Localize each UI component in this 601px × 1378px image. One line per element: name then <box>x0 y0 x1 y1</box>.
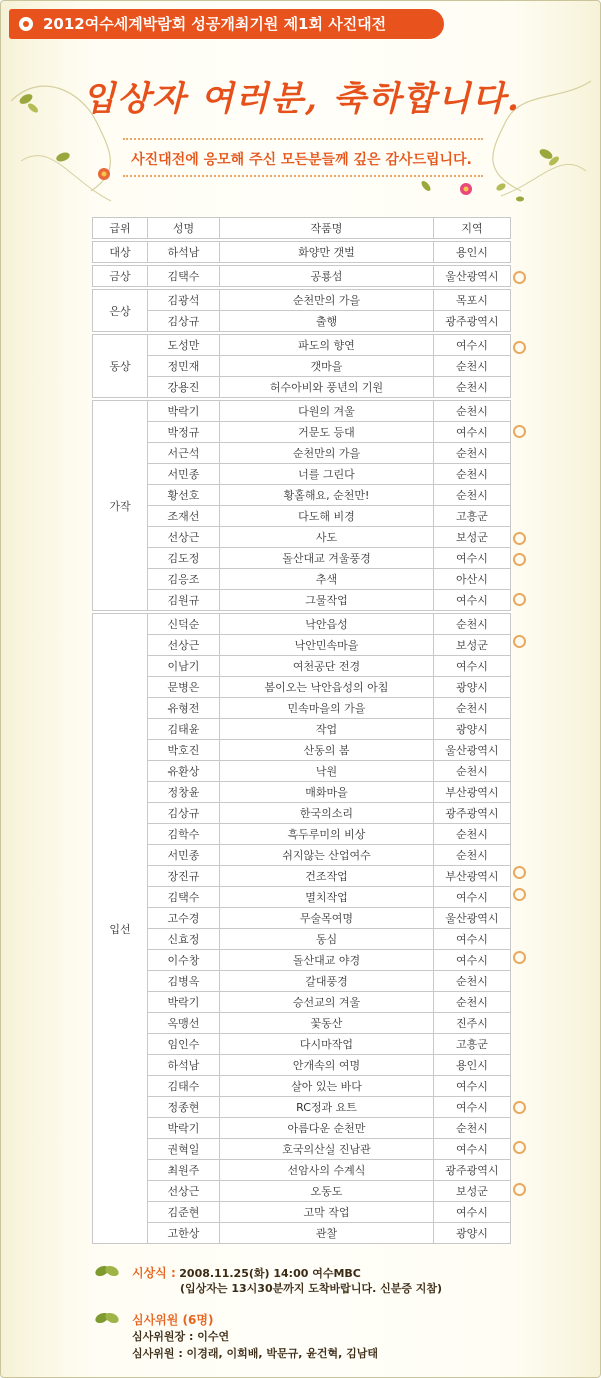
region: 순천시 <box>434 824 511 845</box>
work-title: 순천만의 가을 <box>220 443 434 464</box>
region: 순천시 <box>434 377 511 398</box>
table-row <box>93 656 511 677</box>
winner-name: 서민종 <box>148 845 220 866</box>
work-title: 여천공단 전경 <box>220 656 434 677</box>
work-title: 파도의 향연 <box>220 335 434 356</box>
thanks-subtitle: 사진대전에 응모해 주신 모든분들께 깊은 감사드립니다. <box>131 152 472 168</box>
work-title: 화양만 갯벌 <box>220 242 434 263</box>
table-row <box>93 266 511 287</box>
work-title: RC정과 요트 <box>220 1097 434 1118</box>
region: 순천시 <box>434 443 511 464</box>
region: 광주광역시 <box>434 1160 511 1181</box>
work-title: 관찰 <box>220 1223 434 1244</box>
table-row <box>93 527 511 548</box>
circle-mark-icon <box>511 886 528 903</box>
winner-name: 정종현 <box>148 1097 220 1118</box>
winner-name: 신덕순 <box>148 614 220 635</box>
table-row <box>93 971 511 992</box>
region: 여수시 <box>434 1139 511 1160</box>
work-title: 낙원 <box>220 761 434 782</box>
region: 여수시 <box>434 656 511 677</box>
region: 여수시 <box>434 1202 511 1223</box>
table-row <box>93 1055 511 1076</box>
work-title: 허수아비와 풍년의 기원 <box>220 377 434 398</box>
table-row <box>93 719 511 740</box>
winner-name: 김택수 <box>148 887 220 908</box>
winner-name: 조재선 <box>148 506 220 527</box>
winner-name: 옥맹선 <box>148 1013 220 1034</box>
work-title: 건조작업 <box>220 866 434 887</box>
table-row <box>93 569 511 590</box>
winner-name: 고한상 <box>148 1223 220 1244</box>
winner-name: 김상규 <box>148 803 220 824</box>
judges-label-line <box>132 1311 213 1328</box>
work-title: 출행 <box>220 311 434 332</box>
table-row <box>93 443 511 464</box>
work-title: 추색 <box>220 569 434 590</box>
work-title: 안개속의 여명 <box>220 1055 434 1076</box>
region: 순천시 <box>434 356 511 377</box>
winner-name: 서근석 <box>148 443 220 464</box>
work-title: 꽃동산 <box>220 1013 434 1034</box>
table-row <box>93 698 511 719</box>
region: 보성군 <box>434 1181 511 1202</box>
table-row <box>93 635 511 656</box>
table-row <box>93 401 511 422</box>
table-row <box>93 803 511 824</box>
region: 광주광역시 <box>434 803 511 824</box>
winner-name: 서민종 <box>148 464 220 485</box>
work-title: 흑두루미의 비상 <box>220 824 434 845</box>
region: 부산광역시 <box>434 782 511 803</box>
work-title: 황홀해요, 순천만! <box>220 485 434 506</box>
table-row <box>93 614 511 635</box>
region: 순천시 <box>434 698 511 719</box>
region: 여수시 <box>434 335 511 356</box>
winner-name: 김광석 <box>148 290 220 311</box>
table-row <box>93 311 511 332</box>
winner-name: 선상근 <box>148 635 220 656</box>
region: 여수시 <box>434 422 511 443</box>
work-title: 사도 <box>220 527 434 548</box>
work-title: 멸치작업 <box>220 887 434 908</box>
work-title: 작업 <box>220 719 434 740</box>
region: 부산광역시 <box>434 866 511 887</box>
table-row <box>93 1034 511 1055</box>
region: 순천시 <box>434 992 511 1013</box>
work-title: 선암사의 수계식 <box>220 1160 434 1181</box>
judges-label: 심사위원 (6명) <box>132 1313 214 1327</box>
circle-mark-icon <box>511 864 528 881</box>
region: 순천시 <box>434 401 511 422</box>
winner-name: 유환상 <box>148 761 220 782</box>
table-row <box>93 908 511 929</box>
winner-name: 김태수 <box>148 1076 220 1097</box>
circle-mark-icon <box>511 1099 528 1116</box>
winner-name: 고수경 <box>148 908 220 929</box>
table-row <box>93 1223 511 1244</box>
winner-name: 이수창 <box>148 950 220 971</box>
table-row <box>93 845 511 866</box>
region: 여수시 <box>434 929 511 950</box>
winner-name: 최원주 <box>148 1160 220 1181</box>
divider-bottom <box>123 175 483 177</box>
work-title: 고막 작업 <box>220 1202 434 1223</box>
leaf-bullet-icon <box>94 1263 120 1279</box>
work-title: 승선교의 겨울 <box>220 992 434 1013</box>
table-row <box>93 590 511 611</box>
winner-name: 이남기 <box>148 656 220 677</box>
winner-name: 정창윤 <box>148 782 220 803</box>
region: 울산광역시 <box>434 266 511 287</box>
work-title: 돌산대교 겨울풍경 <box>220 548 434 569</box>
table-row <box>93 377 511 398</box>
winner-name: 도성만 <box>148 335 220 356</box>
winner-name: 박호진 <box>148 740 220 761</box>
region: 여수시 <box>434 590 511 611</box>
page-title: 2012여수세계박람회 성공개최기원 제1회 사진대전 <box>43 15 387 33</box>
work-title: 무술목여명 <box>220 908 434 929</box>
table-row <box>93 866 511 887</box>
work-title: 호국의산실 진남관 <box>220 1139 434 1160</box>
work-title: 매화마을 <box>220 782 434 803</box>
work-title: 산동의 봄 <box>220 740 434 761</box>
circle-mark-icon <box>511 1139 528 1156</box>
work-title: 다원의 겨울 <box>220 401 434 422</box>
table-row <box>93 548 511 569</box>
table-row <box>93 506 511 527</box>
work-title: 민속마을의 가을 <box>220 698 434 719</box>
winners-table <box>92 217 511 1244</box>
table-row <box>93 1202 511 1223</box>
winner-name: 박정규 <box>148 422 220 443</box>
winner-name: 장진규 <box>148 866 220 887</box>
circle-mark-icon <box>511 633 528 650</box>
circle-mark-icon <box>511 269 528 286</box>
grade-cell: 가작 <box>93 401 148 611</box>
grade-cell: 동상 <box>93 335 148 398</box>
work-title: 한국의소리 <box>220 803 434 824</box>
circle-mark-icon <box>511 1181 528 1198</box>
winner-name: 김응조 <box>148 569 220 590</box>
table-row <box>93 356 511 377</box>
ceremony-label: 시상식 : <box>132 1266 176 1280</box>
winner-name: 신효정 <box>148 929 220 950</box>
region: 순천시 <box>434 845 511 866</box>
work-title: 아름다운 순천만 <box>220 1118 434 1139</box>
winner-name: 선상근 <box>148 1181 220 1202</box>
table-row <box>93 290 511 311</box>
leaf-bullet-icon <box>94 1310 120 1326</box>
winner-name: 유형전 <box>148 698 220 719</box>
ceremony-datetime: 2008.11.25(화) 14:00 여수MBC <box>179 1267 361 1280</box>
winner-name: 정민재 <box>148 356 220 377</box>
divider-top <box>123 138 483 140</box>
region: 용인시 <box>434 242 511 263</box>
region: 광양시 <box>434 719 511 740</box>
winner-name: 권혁일 <box>148 1139 220 1160</box>
winner-name: 박락기 <box>148 992 220 1013</box>
winner-name: 박락기 <box>148 1118 220 1139</box>
table-row <box>93 422 511 443</box>
column-header: 급위 <box>93 218 148 239</box>
work-title: 갈대풍경 <box>220 971 434 992</box>
circle-mark-icon <box>511 591 528 608</box>
circle-mark-icon <box>511 949 528 966</box>
table-row <box>93 1076 511 1097</box>
region: 순천시 <box>434 614 511 635</box>
region: 순천시 <box>434 761 511 782</box>
table-row <box>93 242 511 263</box>
winner-name: 김학수 <box>148 824 220 845</box>
grade-cell: 입선 <box>93 614 148 1244</box>
winner-name: 임인수 <box>148 1034 220 1055</box>
region: 순천시 <box>434 485 511 506</box>
region: 광양시 <box>434 677 511 698</box>
region: 여수시 <box>434 950 511 971</box>
region: 여수시 <box>434 1097 511 1118</box>
table-row <box>93 1160 511 1181</box>
region: 순천시 <box>434 971 511 992</box>
work-title: 낙안민속마을 <box>220 635 434 656</box>
region: 보성군 <box>434 527 511 548</box>
column-header: 지역 <box>434 218 511 239</box>
table-row <box>93 1139 511 1160</box>
table-row <box>93 950 511 971</box>
work-title: 돌산대교 야경 <box>220 950 434 971</box>
table-row <box>93 992 511 1013</box>
winner-name: 황선호 <box>148 485 220 506</box>
region: 진주시 <box>434 1013 511 1034</box>
region: 울산광역시 <box>434 908 511 929</box>
winner-name: 김원규 <box>148 590 220 611</box>
circle-mark-icon <box>511 339 528 356</box>
table-row <box>93 464 511 485</box>
work-title: 다시마작업 <box>220 1034 434 1055</box>
grade-cell: 대상 <box>93 242 148 263</box>
ceremony-line <box>132 1264 361 1281</box>
work-title: 갯마을 <box>220 356 434 377</box>
work-title: 오동도 <box>220 1181 434 1202</box>
region: 보성군 <box>434 635 511 656</box>
winner-name: 강용진 <box>148 377 220 398</box>
table-row <box>93 677 511 698</box>
circle-mark-icon <box>511 551 528 568</box>
table-row <box>93 782 511 803</box>
table-row <box>93 824 511 845</box>
work-title: 다도해 비경 <box>220 506 434 527</box>
winner-name: 김택수 <box>148 266 220 287</box>
region: 순천시 <box>434 1118 511 1139</box>
region: 고흥군 <box>434 506 511 527</box>
grade-cell: 금상 <box>93 266 148 287</box>
work-title: 순천만의 가을 <box>220 290 434 311</box>
judges-members: 심사위원 : 이경래, 이희배, 박문규, 윤건혁, 김남태 <box>132 1347 378 1360</box>
table-row <box>93 761 511 782</box>
region: 순천시 <box>434 464 511 485</box>
table-header-row <box>93 218 511 239</box>
table-row <box>93 1181 511 1202</box>
region: 여수시 <box>434 887 511 908</box>
work-title: 봄이오는 낙안읍성의 아침 <box>220 677 434 698</box>
title-bar <box>9 9 444 39</box>
table-row <box>93 1097 511 1118</box>
work-title: 동심 <box>220 929 434 950</box>
column-header: 성명 <box>148 218 220 239</box>
judges-chair: 심사위원장 : 이수연 <box>132 1330 230 1343</box>
region: 용인시 <box>434 1055 511 1076</box>
table-row <box>93 887 511 908</box>
table-row <box>93 485 511 506</box>
table-row <box>93 1013 511 1034</box>
ceremony-note: (입상자는 13시30분까지 도착바랍니다. 신분증 지참) <box>180 1282 443 1295</box>
bullet-icon <box>19 17 33 31</box>
work-title: 살아 있는 바다 <box>220 1076 434 1097</box>
work-title: 그물작업 <box>220 590 434 611</box>
winner-name: 하석남 <box>148 1055 220 1076</box>
circle-mark-icon <box>511 423 528 440</box>
region: 광주광역시 <box>434 311 511 332</box>
table-row <box>93 335 511 356</box>
column-header: 작품명 <box>220 218 434 239</box>
winner-name: 하석남 <box>148 242 220 263</box>
work-title: 낙안읍성 <box>220 614 434 635</box>
circle-mark-icon <box>511 530 528 547</box>
winner-name: 문병은 <box>148 677 220 698</box>
region: 광양시 <box>434 1223 511 1244</box>
winner-name: 김병옥 <box>148 971 220 992</box>
region: 여수시 <box>434 548 511 569</box>
table-row <box>93 740 511 761</box>
winner-name: 김도정 <box>148 548 220 569</box>
work-title: 쉬지않는 산업여수 <box>220 845 434 866</box>
congratulations-headline: 입상자 여러분, 축하합니다. <box>82 79 521 119</box>
table-row <box>93 1118 511 1139</box>
region: 목포시 <box>434 290 511 311</box>
region: 고흥군 <box>434 1034 511 1055</box>
winner-name: 선상근 <box>148 527 220 548</box>
work-title: 너를 그린다 <box>220 464 434 485</box>
winners-table-wrapper <box>92 217 510 1244</box>
work-title: 거문도 등대 <box>220 422 434 443</box>
region: 아산시 <box>434 569 511 590</box>
winner-name: 김상규 <box>148 311 220 332</box>
work-title: 공룡섬 <box>220 266 434 287</box>
region: 여수시 <box>434 1076 511 1097</box>
grade-cell: 은상 <box>93 290 148 332</box>
table-row <box>93 929 511 950</box>
winner-name: 김태윤 <box>148 719 220 740</box>
region: 울산광역시 <box>434 740 511 761</box>
winner-name: 박락기 <box>148 401 220 422</box>
winner-name: 김준현 <box>148 1202 220 1223</box>
